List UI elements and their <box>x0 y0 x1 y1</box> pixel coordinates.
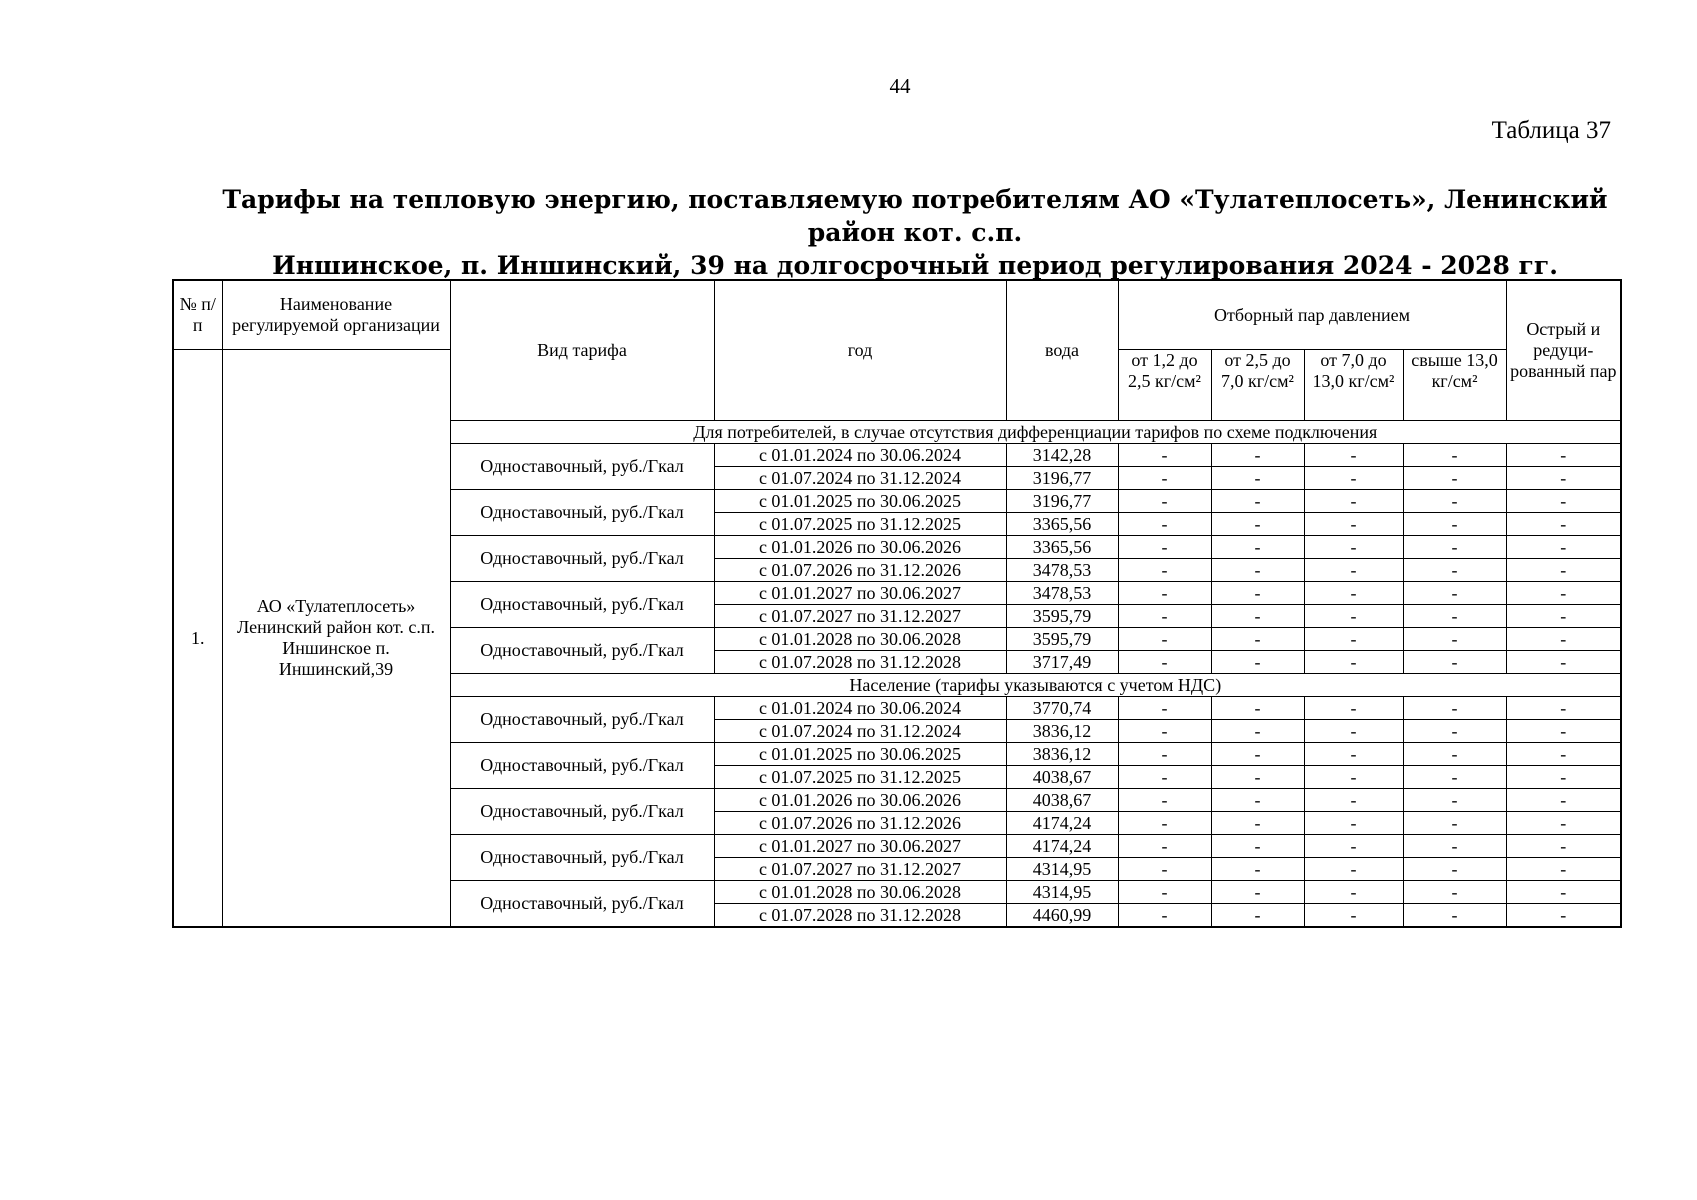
period-cell: с 01.01.2027 по 30.06.2027 <box>714 835 1006 858</box>
tariff-type-cell: Одноставочный, руб./Гкал <box>450 628 714 674</box>
period-cell: с 01.01.2024 по 30.06.2024 <box>714 697 1006 720</box>
water-cell: 4174,24 <box>1006 812 1118 835</box>
steam-2-cell: - <box>1211 835 1304 858</box>
period-cell: с 01.07.2024 по 31.12.2024 <box>714 720 1006 743</box>
steam-4-cell: - <box>1403 904 1506 928</box>
steam-1-cell: - <box>1118 835 1211 858</box>
steam-3-cell: - <box>1304 812 1403 835</box>
steam-4-cell: - <box>1403 881 1506 904</box>
steam-3-cell: - <box>1304 881 1403 904</box>
steam-2-cell: - <box>1211 789 1304 812</box>
steam-1-cell: - <box>1118 536 1211 559</box>
sharp-steam-cell: - <box>1506 697 1621 720</box>
steam-1-cell: - <box>1118 881 1211 904</box>
sharp-steam-cell: - <box>1506 628 1621 651</box>
steam-1-cell: - <box>1118 766 1211 789</box>
steam-2-cell: - <box>1211 697 1304 720</box>
steam-3-cell: - <box>1304 858 1403 881</box>
steam-4-cell: - <box>1403 513 1506 536</box>
header-steam-group: Отборный пар давлением <box>1118 280 1506 350</box>
sharp-steam-cell: - <box>1506 536 1621 559</box>
header-num: № п/п <box>173 280 222 350</box>
steam-3-cell: - <box>1304 605 1403 628</box>
steam-4-cell: - <box>1403 720 1506 743</box>
period-cell: с 01.07.2028 по 31.12.2028 <box>714 651 1006 674</box>
steam-4-cell: - <box>1403 490 1506 513</box>
period-cell: с 01.07.2025 по 31.12.2025 <box>714 513 1006 536</box>
water-cell: 4038,67 <box>1006 789 1118 812</box>
header-sharp-steam: Острый и редуци-рованный пар <box>1506 280 1621 421</box>
period-cell: с 01.01.2025 по 30.06.2025 <box>714 743 1006 766</box>
water-cell: 3365,56 <box>1006 513 1118 536</box>
steam-2-cell: - <box>1211 766 1304 789</box>
steam-3-cell: - <box>1304 490 1403 513</box>
steam-4-cell: - <box>1403 835 1506 858</box>
sharp-steam-cell: - <box>1506 766 1621 789</box>
steam-4-cell: - <box>1403 444 1506 467</box>
steam-1-cell: - <box>1118 559 1211 582</box>
period-cell: с 01.01.2028 по 30.06.2028 <box>714 628 1006 651</box>
steam-2-cell: - <box>1211 651 1304 674</box>
steam-3-cell: - <box>1304 720 1403 743</box>
sharp-steam-cell: - <box>1506 513 1621 536</box>
sharp-steam-cell: - <box>1506 559 1621 582</box>
period-cell: с 01.07.2026 по 31.12.2026 <box>714 559 1006 582</box>
steam-2-cell: - <box>1211 904 1304 928</box>
steam-3-cell: - <box>1304 582 1403 605</box>
sharp-steam-cell: - <box>1506 651 1621 674</box>
organization-cell: АО «Тулатеплосеть» Ленинский район кот. с.п. Иншинское п. Иншинский,39 <box>222 350 450 928</box>
steam-1-cell: - <box>1118 651 1211 674</box>
steam-1-cell: - <box>1118 697 1211 720</box>
steam-1-cell: - <box>1118 444 1211 467</box>
steam-3-cell: - <box>1304 651 1403 674</box>
sharp-steam-cell: - <box>1506 835 1621 858</box>
water-cell: 3196,77 <box>1006 490 1118 513</box>
header-row-1 <box>173 280 1621 350</box>
table-label: Таблица 37 <box>1491 117 1611 144</box>
sharp-steam-cell: - <box>1506 605 1621 628</box>
tariff-type-cell: Одноставочный, руб./Гкал <box>450 835 714 881</box>
period-cell: с 01.07.2028 по 31.12.2028 <box>714 904 1006 928</box>
steam-3-cell: - <box>1304 628 1403 651</box>
steam-4-cell: - <box>1403 605 1506 628</box>
header-year: год <box>714 280 1006 421</box>
steam-2-cell: - <box>1211 513 1304 536</box>
steam-2-cell: - <box>1211 582 1304 605</box>
steam-3-cell: - <box>1304 789 1403 812</box>
steam-3-cell: - <box>1304 559 1403 582</box>
steam-4-cell: - <box>1403 536 1506 559</box>
steam-1-cell: - <box>1118 812 1211 835</box>
steam-3-cell: - <box>1304 467 1403 490</box>
header-steam-4: свыше 13,0 кг/см² <box>1403 350 1506 421</box>
page-number: 44 <box>889 74 911 98</box>
row-number-cell: 1. <box>173 350 222 928</box>
tariff-type-cell: Одноставочный, руб./Гкал <box>450 582 714 628</box>
sharp-steam-cell: - <box>1506 812 1621 835</box>
steam-4-cell: - <box>1403 743 1506 766</box>
period-cell: с 01.07.2027 по 31.12.2027 <box>714 858 1006 881</box>
steam-3-cell: - <box>1304 536 1403 559</box>
water-cell: 4314,95 <box>1006 858 1118 881</box>
sharp-steam-cell: - <box>1506 858 1621 881</box>
water-cell: 3142,28 <box>1006 444 1118 467</box>
steam-2-cell: - <box>1211 490 1304 513</box>
water-cell: 3836,12 <box>1006 743 1118 766</box>
water-cell: 3595,79 <box>1006 628 1118 651</box>
steam-4-cell: - <box>1403 559 1506 582</box>
steam-2-cell: - <box>1211 559 1304 582</box>
water-cell: 3478,53 <box>1006 559 1118 582</box>
water-cell: 3836,12 <box>1006 720 1118 743</box>
period-cell: с 01.01.2026 по 30.06.2026 <box>714 536 1006 559</box>
steam-1-cell: - <box>1118 743 1211 766</box>
steam-2-cell: - <box>1211 881 1304 904</box>
period-cell: с 01.01.2027 по 30.06.2027 <box>714 582 1006 605</box>
steam-3-cell: - <box>1304 743 1403 766</box>
sharp-steam-cell: - <box>1506 904 1621 928</box>
steam-3-cell: - <box>1304 904 1403 928</box>
period-cell: с 01.01.2028 по 30.06.2028 <box>714 881 1006 904</box>
sharp-steam-cell: - <box>1506 720 1621 743</box>
steam-1-cell: - <box>1118 720 1211 743</box>
period-cell: с 01.07.2027 по 31.12.2027 <box>714 605 1006 628</box>
steam-4-cell: - <box>1403 766 1506 789</box>
period-cell: с 01.07.2025 по 31.12.2025 <box>714 766 1006 789</box>
water-cell: 4460,99 <box>1006 904 1118 928</box>
sharp-steam-cell: - <box>1506 490 1621 513</box>
header-org: Наименование регулируемой организации <box>222 280 450 350</box>
steam-3-cell: - <box>1304 835 1403 858</box>
water-cell: 4314,95 <box>1006 881 1118 904</box>
tariff-type-cell: Одноставочный, руб./Гкал <box>450 697 714 743</box>
water-cell: 3717,49 <box>1006 651 1118 674</box>
steam-2-cell: - <box>1211 536 1304 559</box>
steam-2-cell: - <box>1211 605 1304 628</box>
tariff-type-cell: Одноставочный, руб./Гкал <box>450 490 714 536</box>
steam-4-cell: - <box>1403 858 1506 881</box>
water-cell: 3770,74 <box>1006 697 1118 720</box>
tariff-type-cell: Одноставочный, руб./Гкал <box>450 881 714 928</box>
steam-1-cell: - <box>1118 858 1211 881</box>
title-line-2: Иншинское, п. Иншинский, 39 на долгосрочный период регулирования 2024 - 2028 гг. <box>272 251 1558 280</box>
period-cell: с 01.01.2024 по 30.06.2024 <box>714 444 1006 467</box>
steam-1-cell: - <box>1118 582 1211 605</box>
steam-2-cell: - <box>1211 444 1304 467</box>
sharp-steam-cell: - <box>1506 743 1621 766</box>
steam-1-cell: - <box>1118 513 1211 536</box>
tariff-type-cell: Одноставочный, руб./Гкал <box>450 536 714 582</box>
steam-1-cell: - <box>1118 628 1211 651</box>
header-water: вода <box>1006 280 1118 421</box>
steam-3-cell: - <box>1304 697 1403 720</box>
steam-4-cell: - <box>1403 697 1506 720</box>
steam-4-cell: - <box>1403 582 1506 605</box>
period-cell: с 01.01.2025 по 30.06.2025 <box>714 490 1006 513</box>
steam-3-cell: - <box>1304 766 1403 789</box>
steam-4-cell: - <box>1403 628 1506 651</box>
period-cell: с 01.07.2026 по 31.12.2026 <box>714 812 1006 835</box>
sharp-steam-cell: - <box>1506 467 1621 490</box>
steam-2-cell: - <box>1211 812 1304 835</box>
title-line-1: Тарифы на тепловую энергию, поставляемую потребителям АО «Тулатеплосеть», Ленинский район кот. с.п. <box>222 185 1608 247</box>
water-cell: 4038,67 <box>1006 766 1118 789</box>
steam-1-cell: - <box>1118 789 1211 812</box>
sharp-steam-cell: - <box>1506 789 1621 812</box>
steam-2-cell: - <box>1211 743 1304 766</box>
water-cell: 3478,53 <box>1006 582 1118 605</box>
header-steam-3: от 7,0 до 13,0 кг/см² <box>1304 350 1403 421</box>
header-steam-1: от 1,2 до 2,5 кг/см² <box>1118 350 1211 421</box>
steam-3-cell: - <box>1304 513 1403 536</box>
steam-3-cell: - <box>1304 444 1403 467</box>
water-cell: 4174,24 <box>1006 835 1118 858</box>
tariff-table <box>172 279 1622 928</box>
steam-1-cell: - <box>1118 467 1211 490</box>
steam-2-cell: - <box>1211 467 1304 490</box>
section-title: Для потребителей, в случае отсутствия дифференциации тарифов по схеме подключения <box>450 421 1621 444</box>
header-tariff-type: Вид тарифа <box>450 280 714 421</box>
steam-4-cell: - <box>1403 789 1506 812</box>
header-steam-2: от 2,5 до 7,0 кг/см² <box>1211 350 1304 421</box>
steam-1-cell: - <box>1118 605 1211 628</box>
steam-4-cell: - <box>1403 467 1506 490</box>
period-cell: с 01.07.2024 по 31.12.2024 <box>714 467 1006 490</box>
sharp-steam-cell: - <box>1506 582 1621 605</box>
water-cell: 3595,79 <box>1006 605 1118 628</box>
period-cell: с 01.01.2026 по 30.06.2026 <box>714 789 1006 812</box>
tariff-type-cell: Одноставочный, руб./Гкал <box>450 789 714 835</box>
steam-4-cell: - <box>1403 812 1506 835</box>
tariff-type-cell: Одноставочный, руб./Гкал <box>450 743 714 789</box>
document-title <box>175 183 1655 282</box>
water-cell: 3196,77 <box>1006 467 1118 490</box>
section-title: Население (тарифы указываются с учетом НДС) <box>450 674 1621 697</box>
steam-4-cell: - <box>1403 651 1506 674</box>
steam-1-cell: - <box>1118 904 1211 928</box>
sharp-steam-cell: - <box>1506 881 1621 904</box>
steam-1-cell: - <box>1118 490 1211 513</box>
steam-2-cell: - <box>1211 720 1304 743</box>
tariff-type-cell: Одноставочный, руб./Гкал <box>450 444 714 490</box>
sharp-steam-cell: - <box>1506 444 1621 467</box>
steam-2-cell: - <box>1211 858 1304 881</box>
steam-2-cell: - <box>1211 628 1304 651</box>
water-cell: 3365,56 <box>1006 536 1118 559</box>
